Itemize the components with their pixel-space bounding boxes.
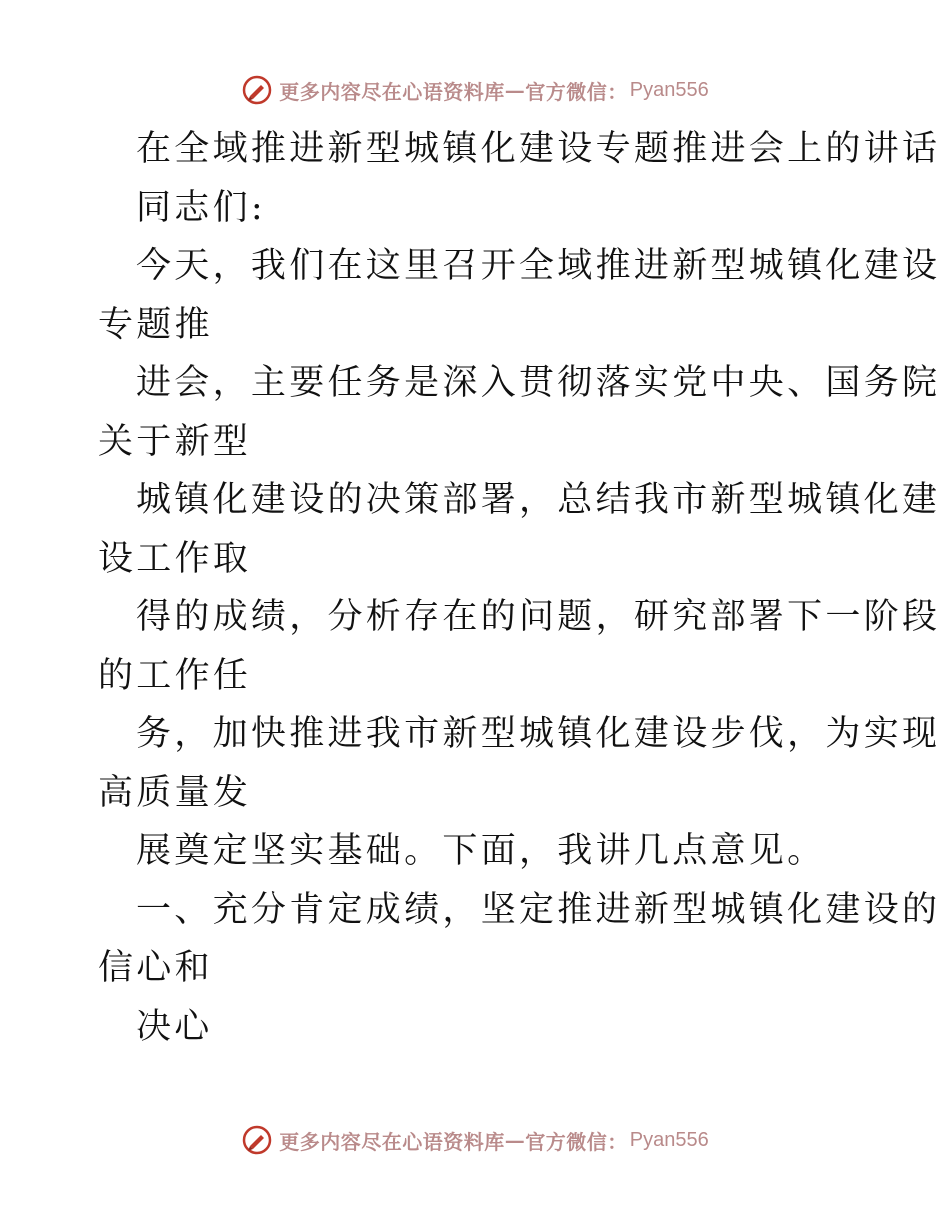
banner-official-label: 官方微信： bbox=[525, 79, 628, 104]
banner-text: 更多内容尽在心语资料库 bbox=[279, 1129, 505, 1154]
document-line: 城镇化建设的决策部署，总结我市新型城镇化建 bbox=[136, 480, 941, 520]
document-line: 务，加快推进我市新型城镇化建设步伐，为实现 bbox=[136, 714, 941, 754]
document-line: 的工作任 bbox=[98, 655, 252, 696]
banner-dash: — bbox=[504, 1128, 526, 1152]
document-line: 展奠定坚实基础。下面，我讲几点意见。 bbox=[136, 831, 826, 871]
document-line: 在全域推进新型城镇化建设专题推进会上的讲话 bbox=[136, 129, 941, 169]
banner-account: Pyan556 bbox=[629, 78, 709, 101]
document-line: 同志们: bbox=[136, 187, 266, 228]
document-line: 进会，主要任务是深入贯彻落实党中央、国务院 bbox=[136, 363, 941, 403]
pen-logo-icon bbox=[241, 1124, 273, 1156]
banner-account: Pyan556 bbox=[629, 1128, 709, 1151]
document-line: 得的成绩，分析存在的问题，研究部署下一阶段 bbox=[136, 597, 941, 637]
document-line: 设工作取 bbox=[98, 538, 252, 579]
document-body bbox=[98, 120, 941, 1056]
document-line: 今天，我们在这里召开全域推进新型城镇化建设 bbox=[136, 246, 941, 286]
document-line: 专题推 bbox=[98, 304, 213, 345]
document-line: 高质量发 bbox=[98, 772, 252, 813]
banner-dash: — bbox=[504, 78, 526, 102]
document-line: 决心 bbox=[136, 1006, 213, 1047]
header-watermark-banner bbox=[0, 70, 950, 110]
banner-text: 更多内容尽在心语资料库 bbox=[279, 79, 505, 104]
document-line: 信心和 bbox=[98, 948, 213, 988]
document-line: 关于新型 bbox=[98, 421, 252, 462]
pen-logo-icon bbox=[241, 74, 273, 106]
banner-official-label: 官方微信： bbox=[525, 1129, 628, 1154]
document-line: 一、充分肯定成绩，坚定推进新型城镇化建设的 bbox=[136, 889, 941, 930]
footer-watermark-banner bbox=[0, 1120, 950, 1160]
